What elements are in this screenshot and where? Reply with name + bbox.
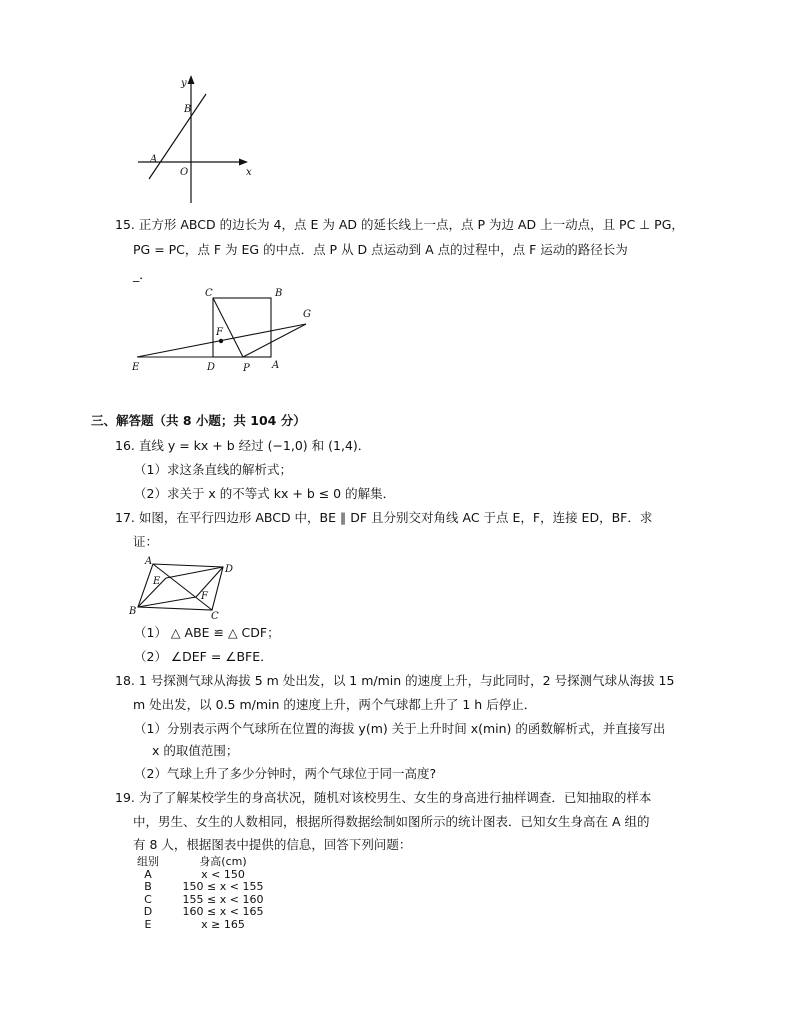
group-label: A bbox=[144, 867, 152, 881]
group-label: D bbox=[143, 905, 153, 918]
q18-line2: m 处出发，以 0.5 m/min 的速度上升，两个气球都上升了 1 h 后停止． bbox=[133, 697, 537, 712]
label-O: O bbox=[180, 167, 189, 178]
graph-line bbox=[149, 94, 206, 179]
height-range: x < 150 bbox=[201, 867, 245, 881]
q17-line2: 证： bbox=[133, 534, 159, 549]
y-axis-arrow bbox=[188, 75, 195, 84]
q18-sub2: （2）气球上升了多少分钟时，两个气球位于同一高度? bbox=[134, 766, 437, 781]
label-F: F bbox=[201, 591, 208, 602]
table-row bbox=[128, 919, 278, 932]
label-P: P bbox=[243, 363, 250, 374]
label-B: B bbox=[129, 606, 137, 617]
label-D: D bbox=[207, 362, 216, 373]
group-label: B bbox=[144, 880, 152, 893]
header-height: 身高(cm) bbox=[199, 855, 247, 868]
figure-parallelogram bbox=[126, 553, 242, 621]
q15-line2: PG = PC，点 F 为 EG 的中点．点 P 从 D 点运动到 A 点的过程中，点 F 运动的路径长为 bbox=[133, 242, 628, 257]
table-row bbox=[128, 906, 278, 919]
section-three-title: 三、解答题（共 8 小题；共 104 分） bbox=[91, 413, 306, 428]
height-range: 155 ≤ x < 160 bbox=[182, 892, 264, 906]
label-B: B bbox=[275, 288, 283, 299]
q19-line1: 19. 为了了解某校学生的身高状况，随机对该校男生、女生的身高进行抽样调查．已知抽取的样本 bbox=[115, 790, 652, 805]
table-row bbox=[128, 881, 278, 894]
height-range: 150 ≤ x < 155 bbox=[182, 880, 264, 893]
q16-line1: 16. 直线 y = kx + b 经过 (−1,0) 和 (1,4)． bbox=[115, 438, 371, 453]
q16-sub2: （2）求关于 x 的不等式 kx + b ≤ 0 的解集． bbox=[134, 486, 396, 501]
q17-sub1: （1） △ ABE ≌ △ CDF； bbox=[134, 625, 280, 640]
label-y: y bbox=[181, 78, 187, 89]
label-B: B bbox=[184, 104, 192, 115]
figure-square-abcd bbox=[125, 284, 325, 376]
q15-number: 15. bbox=[115, 217, 135, 232]
q16-sub1: （1）求这条直线的解析式； bbox=[134, 462, 292, 477]
segment-pg bbox=[243, 324, 306, 357]
q15-line1 bbox=[115, 216, 684, 234]
table-header-row bbox=[128, 856, 278, 869]
q15-text1: 正方形 ABCD 的边长为 4，点 E 为 AD 的延长线上一点，点 P 为边 AD 上一动点，且 PC ⊥ PG， bbox=[138, 217, 684, 232]
q15-line3: _． bbox=[133, 267, 152, 282]
parallelogram-abcd bbox=[138, 564, 223, 610]
q17-sub2: （2） ∠DEF = ∠BFE． bbox=[134, 649, 273, 664]
label-D: D bbox=[225, 564, 234, 575]
height-range: 160 ≤ x < 165 bbox=[182, 905, 264, 918]
q19-line3: 有 8 人，根据图表中提供的信息，回答下列问题： bbox=[133, 837, 412, 852]
label-G: G bbox=[303, 309, 311, 320]
header-group: 组别 bbox=[137, 855, 159, 868]
label-A: A bbox=[272, 360, 280, 371]
label-F: F bbox=[216, 327, 223, 338]
q18-sub1: （1）分别表示两个气球所在位置的海拔 y(m) 关于上升时间 x(min) 的函数解析式，并直接写出 bbox=[134, 721, 666, 736]
figure-linear-graph bbox=[130, 72, 260, 207]
label-C: C bbox=[211, 611, 219, 621]
q17-line1: 17. 如图，在平行四边形 ABCD 中，BE ∥ DF 且分别交对角线 AC 于点 E，F，连接 ED，BF．求 bbox=[115, 510, 653, 525]
height-group-table bbox=[128, 856, 278, 931]
group-label: E bbox=[144, 917, 152, 931]
label-x: x bbox=[246, 167, 252, 178]
label-E: E bbox=[153, 576, 161, 587]
label-C: C bbox=[205, 288, 213, 299]
height-range: x ≥ 165 bbox=[201, 917, 245, 931]
q18-sub1b: x 的取值范围； bbox=[152, 743, 239, 758]
x-axis-arrow bbox=[239, 159, 248, 166]
group-label: C bbox=[144, 892, 152, 906]
label-A: A bbox=[150, 154, 158, 165]
label-E: E bbox=[132, 362, 140, 373]
label-A: A bbox=[145, 556, 153, 567]
q18-line1: 18. 1 号探测气球从海拔 5 m 处出发，以 1 m/min 的速度上升，与此同时，2 号探测气球从海拔 15 bbox=[115, 673, 675, 688]
q19-line2: 中，男生、女生的人数相同，根据所得数据绘制如图所示的统计图表．已知女生身高在 A 组的 bbox=[133, 814, 650, 829]
point-f bbox=[219, 339, 223, 343]
